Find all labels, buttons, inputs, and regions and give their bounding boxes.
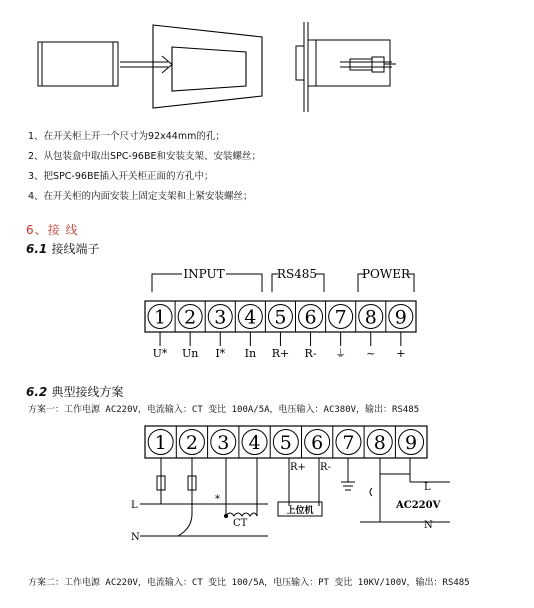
terminal-2-number: 2 <box>184 306 197 329</box>
installation-illustration <box>0 0 534 120</box>
power-n-label: N <box>424 520 433 531</box>
scheme-2-text: 方案二：工作电源 AC220V，电流输入：CT 变比 100/5A，电压输入：PT 变比 10KV/100V，输出：RS485 <box>28 578 470 588</box>
wiring-terminal-2-number: 2 <box>185 432 198 454</box>
power-l-label: L <box>424 482 431 493</box>
terminal-block-diagram <box>0 262 534 372</box>
r-plus-label: R+ <box>290 462 306 473</box>
terminal-3-number: 3 <box>214 306 227 329</box>
line-l-label: L <box>131 500 138 511</box>
step-2: 2、从包装盒中取出SPC-96BE和安装支架、安装螺丝； <box>28 151 261 162</box>
wiring-terminal-5-number: 5 <box>279 432 292 454</box>
terminal-1-number: 1 <box>154 306 167 329</box>
terminal-4-label: In <box>244 347 257 360</box>
section-6-1-title: 接线端子 <box>51 242 100 256</box>
group-input-label: INPUT <box>183 267 225 281</box>
section-6-1-heading <box>26 240 99 257</box>
wiring-terminal-3-number: 3 <box>217 432 230 454</box>
terminal-cells <box>148 301 413 332</box>
host-computer-label: 上位机 <box>286 506 314 516</box>
ct-star-label: * <box>215 494 220 505</box>
insert-arrow <box>120 56 172 73</box>
step-3: 3、把SPC-96BE插入开关柜正面的方孔中； <box>28 171 214 182</box>
scheme-1-text: 方案一：工作电源 AC220V，电流输入：CT 变比 100A/5A，电压输入：AC380V，输出：RS485 <box>28 405 420 415</box>
ac220v-label: AC220V <box>396 500 441 511</box>
ct-label: CT <box>233 518 248 529</box>
step-1: 1、在开关柜上开一个尺寸为92x44mm的孔； <box>28 131 225 142</box>
terminal-labels <box>153 332 406 360</box>
section-6-title: 6、接 线 <box>26 223 79 237</box>
wiring-terminal-cells <box>148 426 423 458</box>
wiring-terminal-9-number: 9 <box>405 432 418 454</box>
terminal-3-label: I* <box>215 347 226 360</box>
meter-body-drawing <box>38 42 118 86</box>
group-rs485-label: RS485 <box>276 267 318 281</box>
terminal-9-number: 9 <box>394 306 407 329</box>
section-6-1-number: 6.1 <box>26 242 48 256</box>
terminal-7-number: 7 <box>334 306 347 329</box>
wiring-terminal-8-number: 8 <box>373 432 386 454</box>
step-4: 4、在开关柜的内面安装上固定支架和上紧安装螺丝； <box>28 191 253 202</box>
terminal-5-number: 5 <box>274 306 287 329</box>
wiring-terminal-1-number: 1 <box>154 432 167 454</box>
wiring-terminal-4-number: 4 <box>248 432 261 454</box>
section-6-2-number: 6.2 <box>26 385 48 399</box>
wiring-diagram <box>0 418 534 563</box>
section-6-2-heading <box>26 383 123 400</box>
wiring-terminal-6-number: 6 <box>311 432 324 454</box>
terminal-2-label: Un <box>181 347 199 360</box>
wiring-terminal-7-number: 7 <box>342 432 355 454</box>
terminal-8-label: ~ <box>366 347 376 360</box>
terminal-5-label: R+ <box>271 347 290 360</box>
line-n-label: N <box>131 532 140 543</box>
terminal-8-number: 8 <box>364 306 377 329</box>
section-6-2-title: 典型接线方案 <box>51 385 124 399</box>
side-mount-drawing <box>296 22 396 112</box>
terminal-6-label: R- <box>304 347 317 360</box>
terminal-4-number: 4 <box>244 306 257 329</box>
group-power-label: POWER <box>361 267 411 281</box>
terminal-1-label: U* <box>152 347 168 360</box>
terminal-9-label: + <box>396 347 406 360</box>
terminal-7-label: ⏚ <box>335 347 347 360</box>
terminal-6-number: 6 <box>304 306 317 329</box>
r-minus-label: R- <box>320 462 331 473</box>
